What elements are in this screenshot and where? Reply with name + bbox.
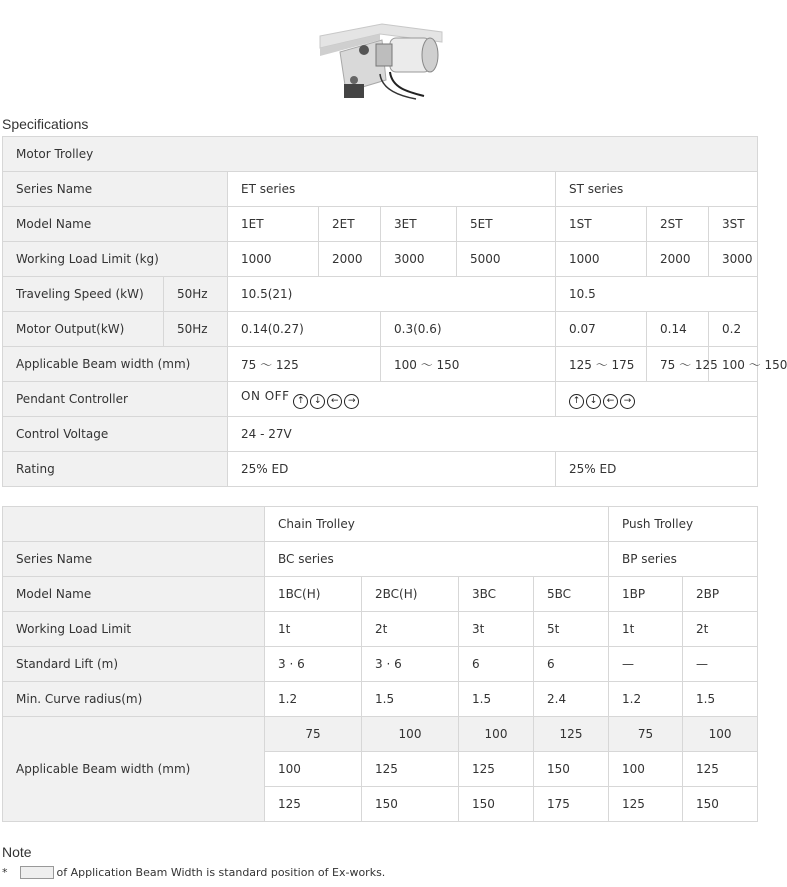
table-row (3, 312, 758, 347)
standard-position-swatch (20, 866, 54, 879)
beam-cell: 75 ～ 125 (647, 347, 709, 382)
beam-cell: 175 (534, 787, 609, 822)
output-cell: 0.07 (556, 312, 647, 347)
model-name-label: Model Name (3, 577, 265, 612)
beam-cell: 100 (609, 752, 683, 787)
wll-cell: 1000 (228, 242, 319, 277)
note-line (2, 866, 385, 879)
wll-cell: 1t (265, 612, 362, 647)
model-cell: 2ET (319, 207, 381, 242)
beam-cell: 100 ～ 150 (709, 347, 758, 382)
curve-cell: 1.5 (683, 682, 758, 717)
wll-cell: 1000 (556, 242, 647, 277)
output-cell: 0.14 (647, 312, 709, 347)
table-row (3, 347, 758, 382)
beam-width-label: Applicable Beam width (mm) (3, 347, 228, 382)
speed-frequency: 50Hz (164, 277, 228, 312)
table-row (3, 577, 758, 612)
up-arrow-icon: ↑ (569, 394, 584, 409)
on-off-text: ON OFF (241, 389, 290, 403)
curve-cell: 2.4 (534, 682, 609, 717)
bc-series-cell: BC series (265, 542, 609, 577)
pendant-st-cell (556, 382, 758, 417)
beam-standard-cell: 125 (534, 717, 609, 752)
beam-cell: 150 (362, 787, 459, 822)
left-arrow-icon: ← (603, 394, 618, 409)
beam-standard-cell: 75 (609, 717, 683, 752)
motor-output-label: Motor Output(kW) (3, 312, 164, 347)
beam-cell: 100 (265, 752, 362, 787)
model-cell: 3BC (459, 577, 534, 612)
model-cell: 1ST (556, 207, 647, 242)
model-cell: 2BP (683, 577, 758, 612)
down-arrow-icon: ↓ (310, 394, 325, 409)
curve-cell: 1.2 (609, 682, 683, 717)
rating-label: Rating (3, 452, 228, 487)
right-arrow-icon: → (620, 394, 635, 409)
chain-push-trolley-spec-table (2, 506, 758, 822)
beam-cell: 125 ～ 175 (556, 347, 647, 382)
wll-cell: 3t (459, 612, 534, 647)
st-series-cell: ST series (556, 172, 758, 207)
push-trolley-title: Push Trolley (609, 507, 758, 542)
model-cell: 1BC(H) (265, 577, 362, 612)
table-row (3, 507, 758, 542)
model-name-label: Model Name (3, 207, 228, 242)
model-cell: 1BP (609, 577, 683, 612)
curve-cell: 1.5 (459, 682, 534, 717)
model-cell: 2BC(H) (362, 577, 459, 612)
model-cell: 5ET (457, 207, 556, 242)
wll-cell: 2000 (647, 242, 709, 277)
model-cell: 3ST (709, 207, 758, 242)
rating-st-cell: 25% ED (556, 452, 758, 487)
table-row (3, 612, 758, 647)
beam-cell: 125 (459, 752, 534, 787)
motor-trolley-title: Motor Trolley (3, 137, 758, 172)
lift-cell: 6 (534, 647, 609, 682)
traveling-speed-label: Traveling Speed (kW) (3, 277, 164, 312)
wll-cell: 2t (683, 612, 758, 647)
wll-cell: 3000 (381, 242, 457, 277)
beam-standard-cell: 100 (683, 717, 758, 752)
beam-width-label: Applicable Beam width (mm) (3, 717, 265, 822)
note-marker: * (2, 866, 8, 879)
output-cell: 0.2 (709, 312, 758, 347)
table-row (3, 647, 758, 682)
beam-cell: 150 (534, 752, 609, 787)
beam-cell: 125 (362, 752, 459, 787)
standard-lift-label: Standard Lift (m) (3, 647, 265, 682)
chain-trolley-title: Chain Trolley (265, 507, 609, 542)
beam-cell: 100 ～ 150 (381, 347, 556, 382)
output-frequency: 50Hz (164, 312, 228, 347)
model-cell: 2ST (647, 207, 709, 242)
up-arrow-icon: ↑ (293, 394, 308, 409)
table-row (3, 207, 758, 242)
model-cell: 5BC (534, 577, 609, 612)
table-row (3, 542, 758, 577)
beam-cell: 125 (683, 752, 758, 787)
wll-cell: 3000 (709, 242, 758, 277)
down-arrow-icon: ↓ (586, 394, 601, 409)
lift-cell: — (609, 647, 683, 682)
table-row (3, 242, 758, 277)
note-heading: Note (2, 844, 32, 860)
beam-cell: 150 (683, 787, 758, 822)
beam-standard-cell: 100 (362, 717, 459, 752)
table-row (3, 172, 758, 207)
lift-cell: 3 · 6 (265, 647, 362, 682)
lift-cell: 6 (459, 647, 534, 682)
bp-series-cell: BP series (609, 542, 758, 577)
beam-cell: 150 (459, 787, 534, 822)
min-curve-radius-label: Min. Curve radius(m) (3, 682, 265, 717)
table-row (3, 137, 758, 172)
wll-cell: 2000 (319, 242, 381, 277)
table-row (3, 717, 758, 752)
model-cell: 3ET (381, 207, 457, 242)
voltage-cell: 24 - 27V (228, 417, 758, 452)
pendant-controller-label: Pendant Controller (3, 382, 228, 417)
output-cell: 0.14(0.27) (228, 312, 381, 347)
series-name-label: Series Name (3, 542, 265, 577)
beam-cell: 125 (265, 787, 362, 822)
wll-cell: 5t (534, 612, 609, 647)
motor-trolley-photo (320, 22, 442, 100)
table-row (3, 382, 758, 417)
working-load-limit-label: Working Load Limit (3, 612, 265, 647)
beam-cell: 75 ～ 125 (228, 347, 381, 382)
table-row (3, 682, 758, 717)
header-empty-cell (3, 507, 265, 542)
wll-cell: 2t (362, 612, 459, 647)
curve-cell: 1.2 (265, 682, 362, 717)
specifications-heading: Specifications (2, 116, 89, 132)
table-row (3, 417, 758, 452)
output-cell: 0.3(0.6) (381, 312, 556, 347)
working-load-limit-label: Working Load Limit (kg) (3, 242, 228, 277)
et-series-cell: ET series (228, 172, 556, 207)
rating-et-cell: 25% ED (228, 452, 556, 487)
lift-cell: 3 · 6 (362, 647, 459, 682)
wll-cell: 5000 (457, 242, 556, 277)
table-row (3, 452, 758, 487)
beam-cell: 125 (609, 787, 683, 822)
table-row (3, 277, 758, 312)
control-voltage-label: Control Voltage (3, 417, 228, 452)
left-arrow-icon: ← (327, 394, 342, 409)
note-text: of Application Beam Width is standard position of Ex-works. (56, 866, 386, 879)
speed-st-cell: 10.5 (556, 277, 758, 312)
motor-trolley-spec-table (2, 136, 787, 487)
wll-cell: 1t (609, 612, 683, 647)
pendant-et-cell (228, 382, 556, 417)
beam-standard-cell: 100 (459, 717, 534, 752)
right-arrow-icon: → (344, 394, 359, 409)
curve-cell: 1.5 (362, 682, 459, 717)
beam-standard-cell: 75 (265, 717, 362, 752)
lift-cell: — (683, 647, 758, 682)
series-name-label: Series Name (3, 172, 228, 207)
speed-et-cell: 10.5(21) (228, 277, 556, 312)
model-cell: 1ET (228, 207, 319, 242)
